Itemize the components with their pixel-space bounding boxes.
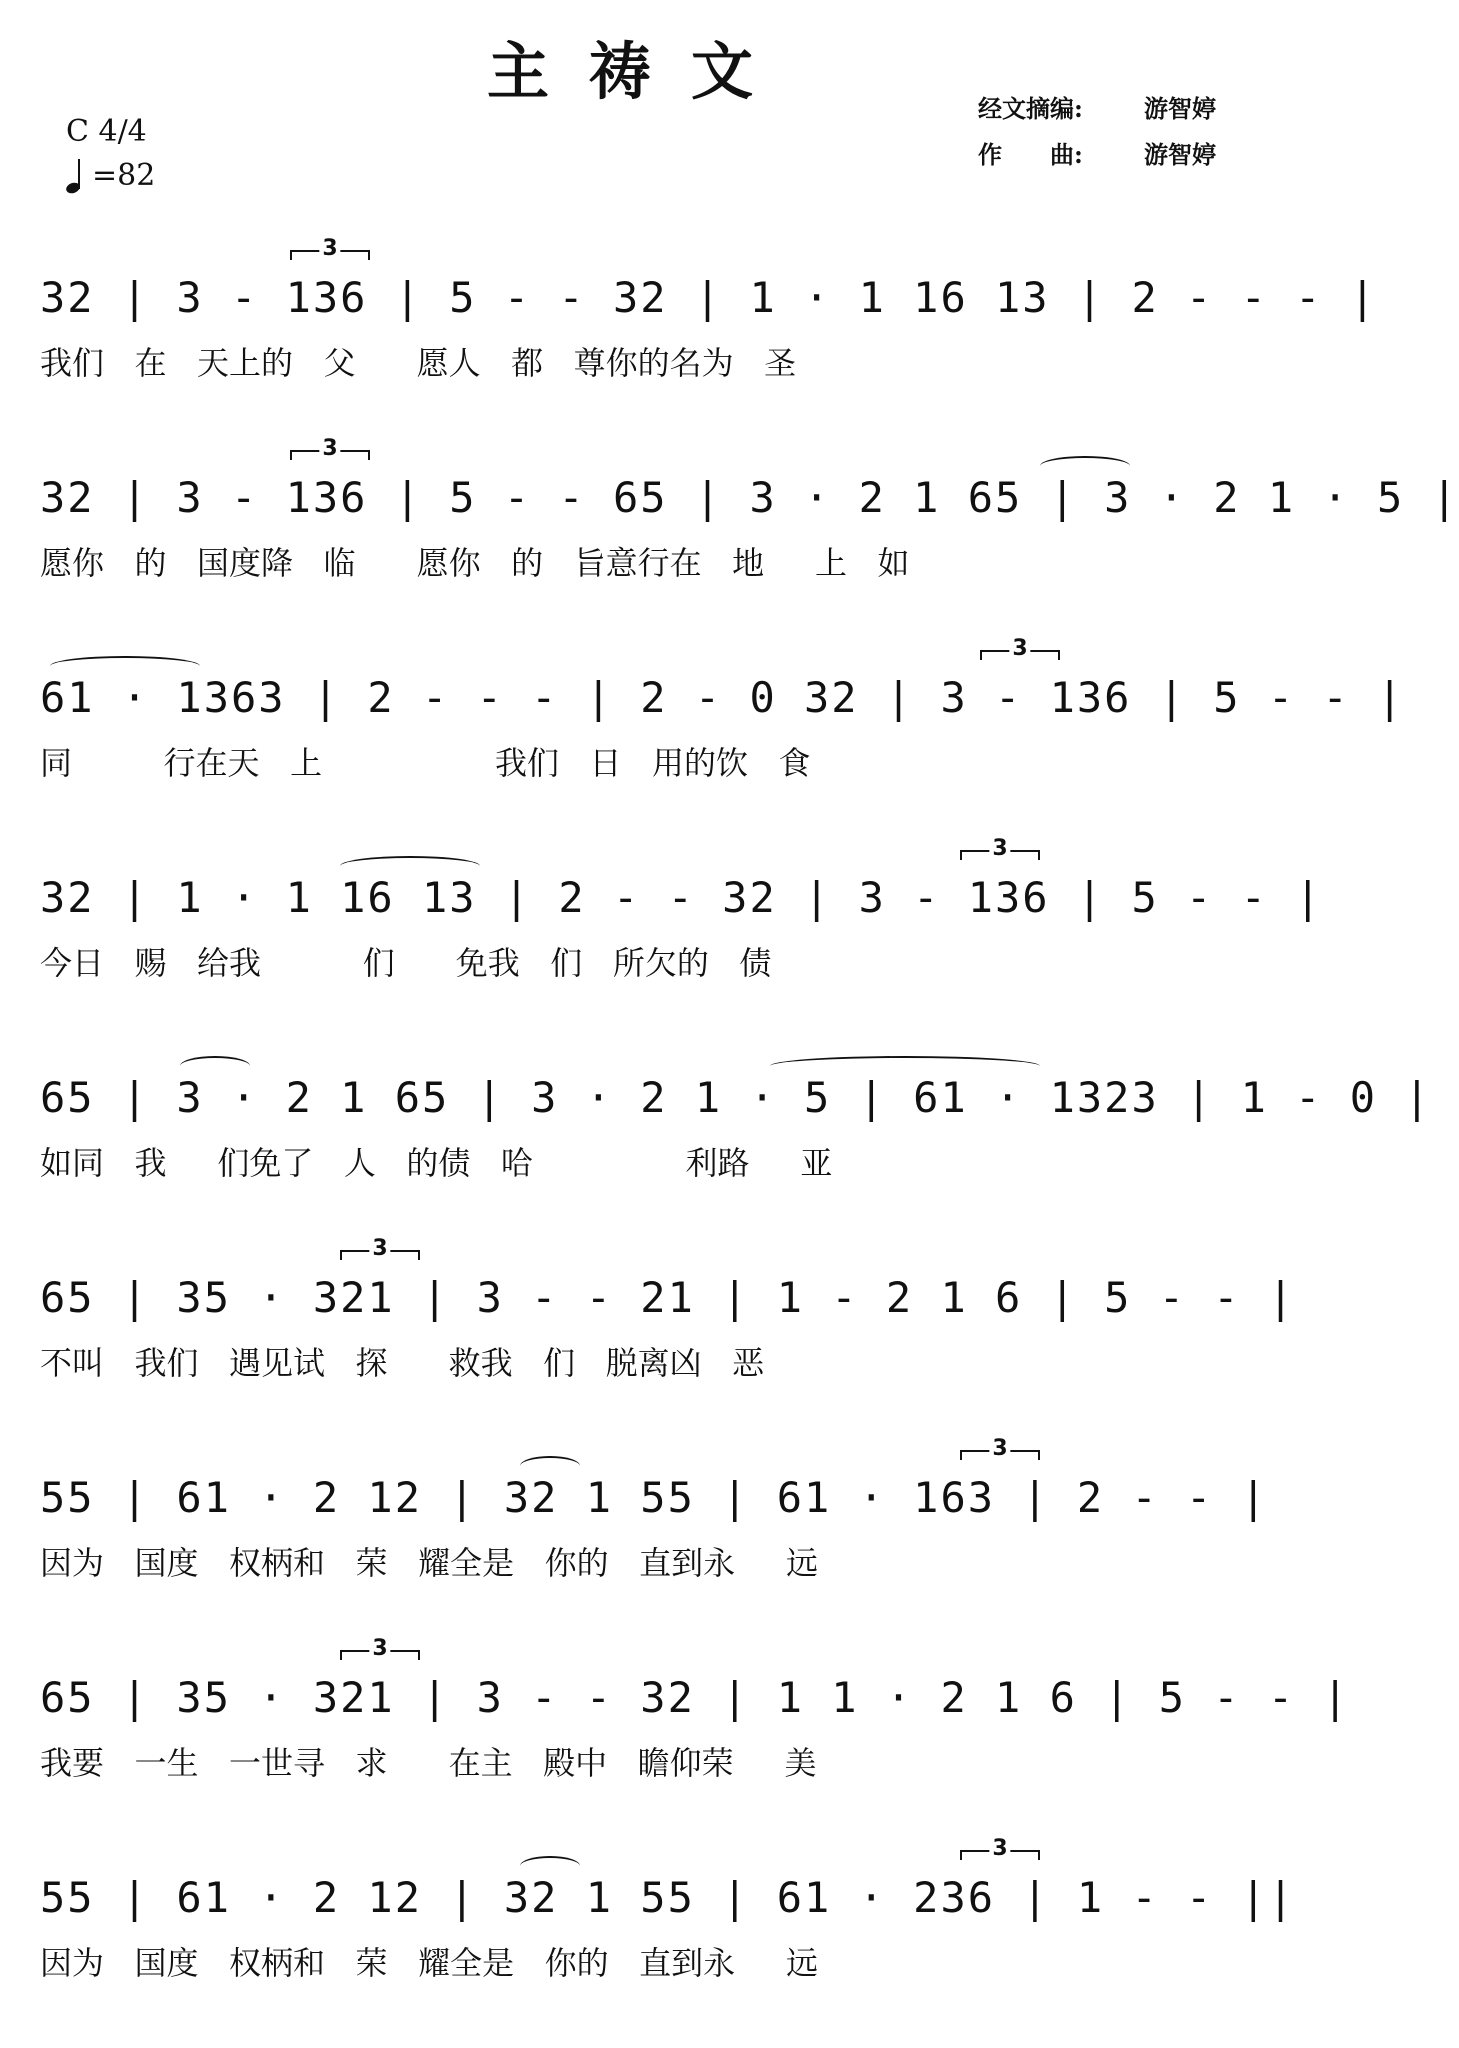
score-system-1 (40, 220, 1378, 410)
notes-line: 55 | 61 · 2 12 | 32 1 55 | 61 · 163 | 2 - - | (40, 1473, 1268, 1522)
notes-line: 32 | 3 - 136 | 5 - - 32 | 1 · 1 16 13 | 2 - - - | (40, 273, 1378, 322)
lyrics-line: 同 行在天 上 我们 日 用的饮 食 (40, 744, 811, 782)
triplet-bracket: 3 (340, 1250, 420, 1272)
notes-line: 65 | 35 · 321 | 3 - - 32 | 1 1 · 2 1 6 | 5 - - | (40, 1673, 1350, 1722)
triplet-bracket: 3 (980, 650, 1060, 672)
score-system-9 (40, 1820, 1296, 2010)
notes-line: 65 | 35 · 321 | 3 - - 21 | 1 - 2 1 6 | 5 - - | (40, 1273, 1296, 1322)
lyrics-line: 如同 我 们免了 人 的债 哈 利路 亚 (40, 1144, 833, 1182)
credit-value: 游智婷 (1144, 140, 1216, 169)
lyrics-line: 因为 国度 权柄和 荣 耀全是 你的 直到永 远 (40, 1944, 818, 1982)
tempo-value: =82 (92, 158, 156, 193)
score-system-5 (40, 1020, 1432, 1210)
triplet-bracket: 3 (960, 850, 1040, 872)
key-signature: C 4/4 (66, 114, 147, 149)
notes-line: 61 · 1363 | 2 - - - | 2 - 0 32 | 3 - 136 | 5 - - | (40, 673, 1405, 722)
credit-arranger (978, 86, 1216, 132)
lyrics-line: 不叫 我们 遇见试 探 救我 们 脱离凶 恶 (40, 1344, 765, 1382)
triplet-bracket: 3 (960, 1850, 1040, 1872)
quarter-note-icon (66, 159, 88, 193)
page-title: 主祷文 (486, 35, 793, 108)
triplet-bracket: 3 (290, 250, 370, 272)
score-system-7 (40, 1420, 1268, 1610)
triplet-bracket: 3 (960, 1450, 1040, 1472)
score-system-2 (40, 420, 1459, 610)
lyrics-line: 因为 国度 权柄和 荣 耀全是 你的 直到永 远 (40, 1544, 818, 1582)
lyrics-line: 今日 赐 给我 们 免我 们 所欠的 债 (40, 944, 772, 982)
score-system-3 (40, 620, 1405, 810)
triplet-bracket: 3 (290, 450, 370, 472)
score-system-4 (40, 820, 1323, 1010)
lyrics-line: 我要 一生 一世寻 求 在主 殿中 瞻仰荣 美 (40, 1744, 817, 1782)
notes-line: 65 | 3 · 2 1 65 | 3 · 2 1 · 5 | 61 · 1323 | 1 - 0 | (40, 1073, 1432, 1122)
credit-composer (978, 132, 1216, 178)
score-system-6 (40, 1220, 1296, 1410)
lyrics-line: 我们 在 天上的 父 愿人 都 尊你的名为 圣 (40, 344, 797, 382)
credit-label: 作 曲: (978, 140, 1083, 169)
notes-line: 32 | 1 · 1 16 13 | 2 - - 32 | 3 - 136 | 5 - - | (40, 873, 1323, 922)
credit-value: 游智婷 (1144, 94, 1216, 123)
triplet-bracket: 3 (340, 1650, 420, 1672)
notes-line: 32 | 3 - 136 | 5 - - 65 | 3 · 2 1 65 | 3 · 2 1 · 5 | (40, 473, 1459, 522)
notes-line: 55 | 61 · 2 12 | 32 1 55 | 61 · 236 | 1 - - || (40, 1873, 1296, 1922)
tempo-marking (66, 158, 155, 193)
score-system-8 (40, 1620, 1350, 1810)
credit-label: 经文摘编: (978, 94, 1083, 123)
lyrics-line: 愿你 的 国度降 临 愿你 的 旨意行在 地 上 如 (40, 544, 910, 582)
credits (978, 86, 1216, 178)
